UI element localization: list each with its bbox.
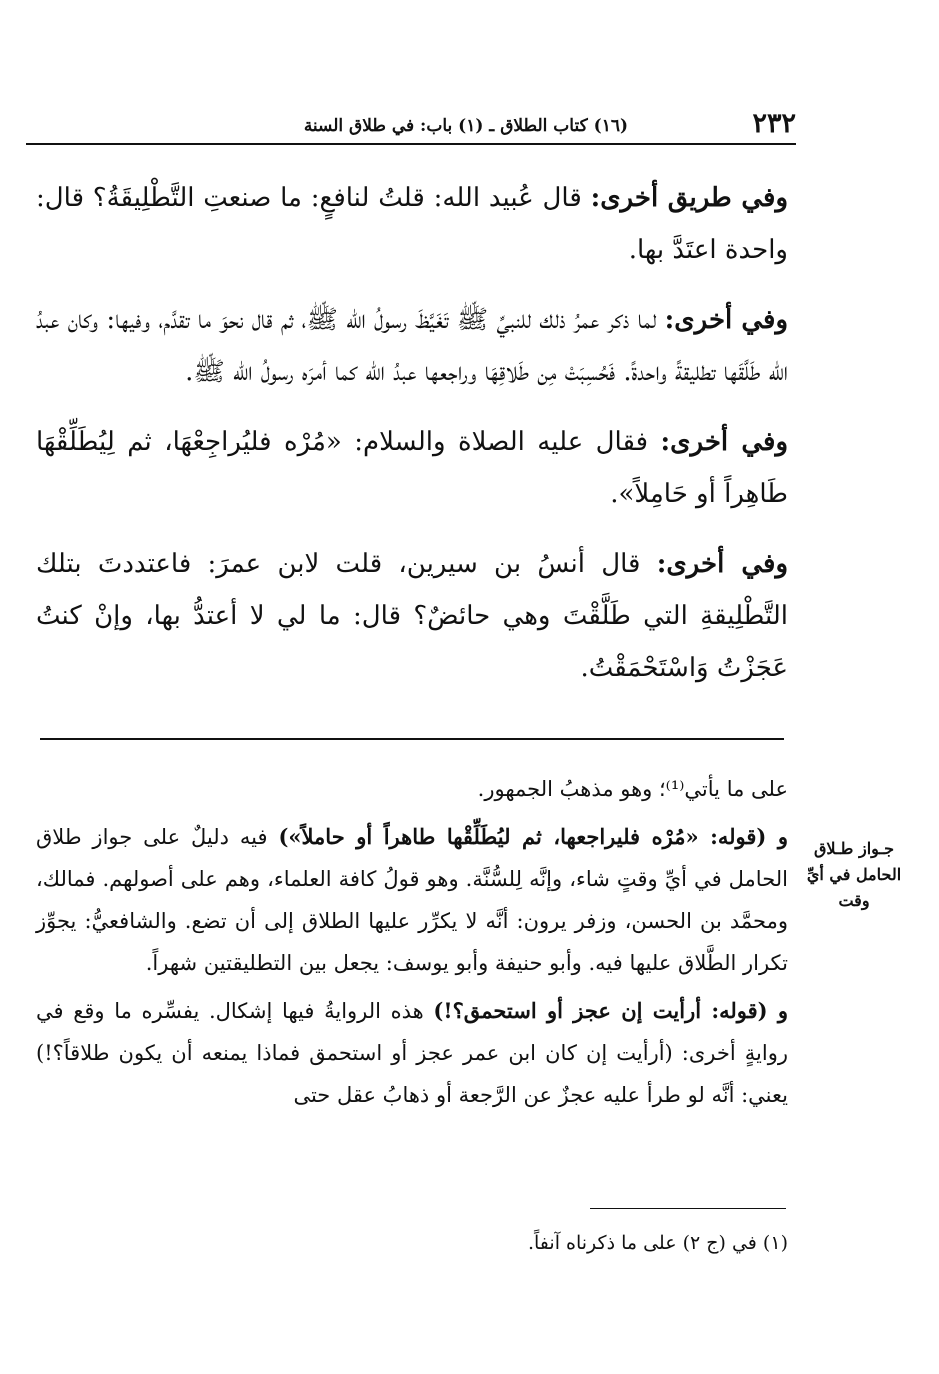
commentary-text: على ما يأتي⁽¹⁾؛ وهو مذهبُ الجمهور. [477, 777, 788, 801]
commentary-paragraph [36, 990, 788, 1116]
paragraph-lead: وفي أخرى: [656, 549, 789, 579]
hadith-paragraph [36, 416, 788, 520]
margin-heading [795, 836, 913, 914]
commentary [36, 768, 788, 1116]
hadith-paragraph [36, 294, 788, 398]
hadith-paragraph [36, 172, 788, 276]
hadith-paragraph [36, 538, 788, 694]
paragraph-text: قال عُبيد الله: قلتُ لنافعٍ: ما صنعتِ التَّطْلِيقَةُ؟ قال: واحدة اعتَدَّ بها. [36, 183, 788, 265]
section-separator [40, 738, 784, 740]
commentary-lead: و (قوله: أرأيت إن عجز أو استحمق؟!) [433, 998, 789, 1023]
paragraph-lead: وفي طريق أخرى: [590, 183, 788, 213]
paragraph-text: قال أنسُ بن سيرين، قلت لابن عمرَ: فاعتددتَ بتلك التَّطْلِيقةِ التي طَلَّقْتَ وهي حائضٌ؟ قال: ما لي لا أعتدُّ بها، وإنْ كنتُ عَجَزْتُ وَاسْتَحْمَقْتُ. [36, 549, 788, 683]
header-rule [26, 143, 796, 145]
paragraph-text: فقال عليه الصلاة والسلام: «مُرْه فليُراجِعْهَا، ثم لِيُطَلِّقْهَا طَاهِراً أو حَامِلاً». [36, 427, 788, 509]
footnote-rule [590, 1208, 786, 1209]
page-header [26, 108, 796, 140]
margin-heading-line: الحامل في أيِّ [806, 865, 902, 884]
commentary-text: فيه دليلٌ على جواز طلاق الحامل في أيِّ وقتٍ شاء، وإنَّه لِلسُّنَّة. وهو قولُ كافة العلماء، وهم على أصولهم. فمالك، ومحمَّد بن الحسن، وزفر يرون: أنَّه لا يكرِّر عليها الطلاق إلى أن تضع. والشافعيُّ: يجوِّز تكرار الطَّلاق عليها فيه. وأبو حنيفة وأبو يوسف: يجعل بين التطليقتين شهراً. [36, 825, 788, 975]
footnote: (١) في (ج ٢) على ما ذكرناه آنفاً. [527, 1232, 788, 1254]
margin-heading-line: جـواز طـلاق [814, 839, 894, 858]
page-number: ٢٣٢ [752, 108, 796, 139]
running-title: (١٦) كتاب الطلاق ـ (١) باب: في طلاق السنة [303, 116, 628, 136]
hadith-text [36, 172, 788, 712]
commentary-paragraph [36, 768, 788, 810]
commentary-paragraph [36, 816, 788, 984]
commentary-lead: و (قوله: «مُرْه فليراجعها، ثم ليُطَلِّقْها طاهراً أو حاملاً») [278, 824, 789, 849]
paragraph-lead: وفي أخرى: [664, 305, 789, 335]
paragraph-text: لما ذكر عمرُ ذلك للنبيِّ ﷺ تَغَيَّظَ رسولُ الله ﷺ، ثم قال نحوَ ما تقدَّم، وفيها: وكان عبدُ الله طَلَّقَها تطليقةً واحدةً. فَحُسِبَتْ مِن طَلاقِهَا وراجعها عبدُ الله كما أمرَه رسولُ الله ﷺ. [36, 305, 788, 387]
margin-heading-line: وقت [838, 891, 870, 910]
commentary-text: هذه الروايةُ فيها إشكال. يفسِّره ما وقع في روايةٍ أخرى: (أرأيت إن كان ابن عمر عجز أو استحمق فماذا يمنعه أن يكون طلاقاً؟!) يعني: أنَّه لو طرأ عليه عجزٌ عن الرَّجعة أو ذهابُ عقل حتى [36, 999, 788, 1107]
paragraph-lead: وفي أخرى: [660, 427, 789, 457]
